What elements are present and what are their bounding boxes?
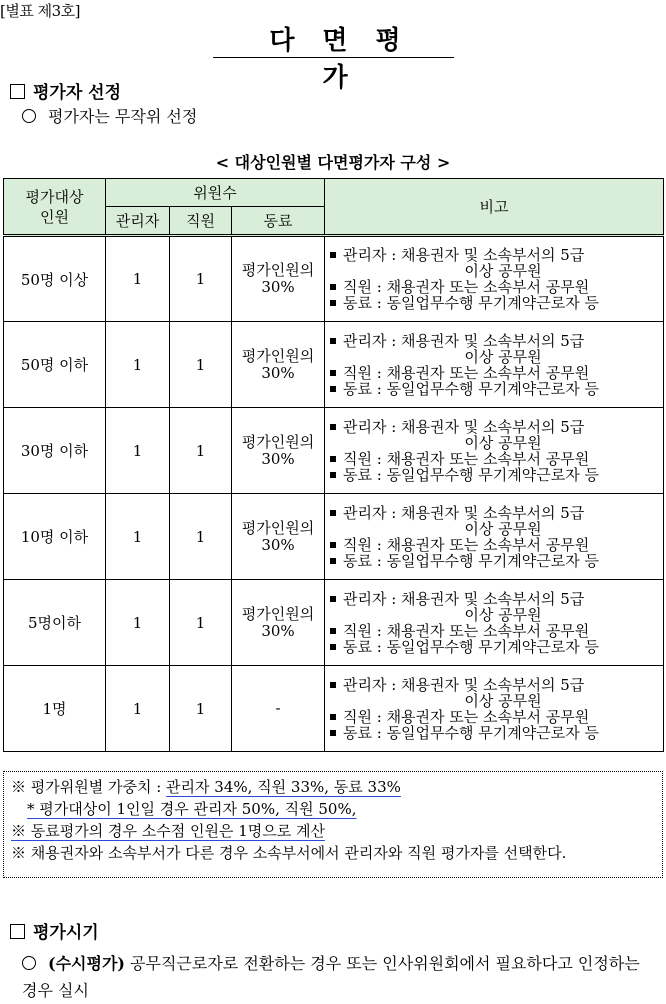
cell-target: 30명 이하 <box>4 408 106 494</box>
remark-peer: 동료 : 동일업무수행 무기계약근로자 등 <box>329 467 663 483</box>
table-row <box>4 666 664 752</box>
table-row <box>4 236 664 322</box>
note-weights: ※ 평가위원별 가중치 : 관리자 34%, 직원 33%, 동료 33% <box>11 778 401 796</box>
section-evaluator-selection <box>10 78 121 103</box>
cell-peer: 평가인원의 30% <box>232 408 325 494</box>
timing-paragraph: (수시평가) 공무직근로자로 전환하는 경우 또는 인사위원회에서 필요하다고 인정하는 경우 실시 <box>22 954 640 1000</box>
section-heading: 평가시기 <box>33 923 99 943</box>
remark-manager: 관리자 : 채용권자 및 소속부서의 5급 이상 공무원 <box>329 677 663 709</box>
header-peer: 동료 <box>232 207 325 236</box>
form-number: [별표 제3호] <box>0 2 80 20</box>
cell-staff: 1 <box>170 236 232 322</box>
remark-manager: 관리자 : 채용권자 및 소속부서의 5급 이상 공무원 <box>329 505 663 537</box>
cell-remarks <box>325 236 664 322</box>
cell-staff: 1 <box>170 580 232 666</box>
square-bullet-icon <box>10 84 25 99</box>
notes-box <box>3 771 663 878</box>
remark-peer: 동료 : 동일업무수행 무기계약근로자 등 <box>329 725 663 741</box>
cell-manager: 1 <box>106 408 170 494</box>
cell-manager: 1 <box>106 236 170 322</box>
header-staff: 직원 <box>170 207 232 236</box>
cell-target: 5명이하 <box>4 580 106 666</box>
cell-manager: 1 <box>106 322 170 408</box>
note-peer-rounding: ※ 동료평가의 경우 소수점 인원은 1명으로 계산 <box>11 822 325 840</box>
table-row <box>4 494 664 580</box>
remark-staff: 직원 : 채용권자 또는 소속부서 공무원 <box>329 623 663 639</box>
note-single-target: * 평가대상이 1인일 경우 관리자 50%, 직원 50%, <box>27 800 357 818</box>
cell-peer: 평가인원의 30% <box>232 322 325 408</box>
cell-peer: 평가인원의 30% <box>232 580 325 666</box>
cell-peer: 평가인원의 30% <box>232 236 325 322</box>
cell-target: 1명 <box>4 666 106 752</box>
remark-manager: 관리자 : 채용권자 및 소속부서의 5급 이상 공무원 <box>329 333 663 365</box>
remark-staff: 직원 : 채용권자 또는 소속부서 공무원 <box>329 451 663 467</box>
cell-target: 10명 이하 <box>4 494 106 580</box>
cell-peer: 평가인원의 30% <box>232 494 325 580</box>
cell-target: 50명 이상 <box>4 236 106 322</box>
cell-remarks <box>325 494 664 580</box>
remark-peer: 동료 : 동일업무수행 무기계약근로자 등 <box>329 295 663 311</box>
remark-manager: 관리자 : 채용권자 및 소속부서의 5급 이상 공무원 <box>329 591 663 623</box>
remark-staff: 직원 : 채용권자 또는 소속부서 공무원 <box>329 279 663 295</box>
bullet-text: 평가자는 무작위 선정 <box>48 107 198 126</box>
title-underline <box>213 57 454 58</box>
cell-staff: 1 <box>170 408 232 494</box>
remark-peer: 동료 : 동일업무수행 무기계약근로자 등 <box>329 381 663 397</box>
note-different-department: ※ 채용권자와 소속부서가 다른 경우 소속부서에서 관리자와 직원 평가자를 선택한다. <box>11 844 567 862</box>
table-caption: < 대상인원별 다면평가자 구성 > <box>215 153 451 172</box>
circle-bullet-icon <box>22 109 36 123</box>
cell-staff: 1 <box>170 494 232 580</box>
header-members: 위원수 <box>106 179 325 207</box>
table-row <box>4 322 664 408</box>
square-bullet-icon <box>10 924 25 939</box>
bullet-random-selection <box>22 104 197 127</box>
header-target: 평가대상 인원 <box>4 179 106 236</box>
cell-remarks <box>325 408 664 494</box>
remark-staff: 직원 : 채용권자 또는 소속부서 공무원 <box>329 365 663 381</box>
evaluator-table <box>3 178 664 752</box>
remark-manager: 관리자 : 채용권자 및 소속부서의 5급 이상 공무원 <box>329 247 663 279</box>
cell-manager: 1 <box>106 666 170 752</box>
section-heading: 평가자 선정 <box>33 83 122 103</box>
page-title: 다면평가 <box>269 26 429 93</box>
cell-staff: 1 <box>170 666 232 752</box>
table-row <box>4 580 664 666</box>
cell-peer: - <box>232 666 325 752</box>
cell-remarks <box>325 580 664 666</box>
cell-staff: 1 <box>170 322 232 408</box>
header-manager: 관리자 <box>106 207 170 236</box>
remark-peer: 동료 : 동일업무수행 무기계약근로자 등 <box>329 639 663 655</box>
remark-manager: 관리자 : 채용권자 및 소속부서의 5급 이상 공무원 <box>329 419 663 451</box>
cell-remarks <box>325 322 664 408</box>
circle-bullet-icon <box>22 956 36 970</box>
cell-target: 50명 이하 <box>4 322 106 408</box>
header-remarks: 비고 <box>325 179 664 236</box>
cell-manager: 1 <box>106 580 170 666</box>
remark-staff: 직원 : 채용권자 또는 소속부서 공무원 <box>329 537 663 553</box>
remark-staff: 직원 : 채용권자 또는 소속부서 공무원 <box>329 709 663 725</box>
table-row <box>4 408 664 494</box>
cell-remarks <box>325 666 664 752</box>
section-evaluation-timing <box>10 918 99 943</box>
cell-manager: 1 <box>106 494 170 580</box>
remark-peer: 동료 : 동일업무수행 무기계약근로자 등 <box>329 553 663 569</box>
